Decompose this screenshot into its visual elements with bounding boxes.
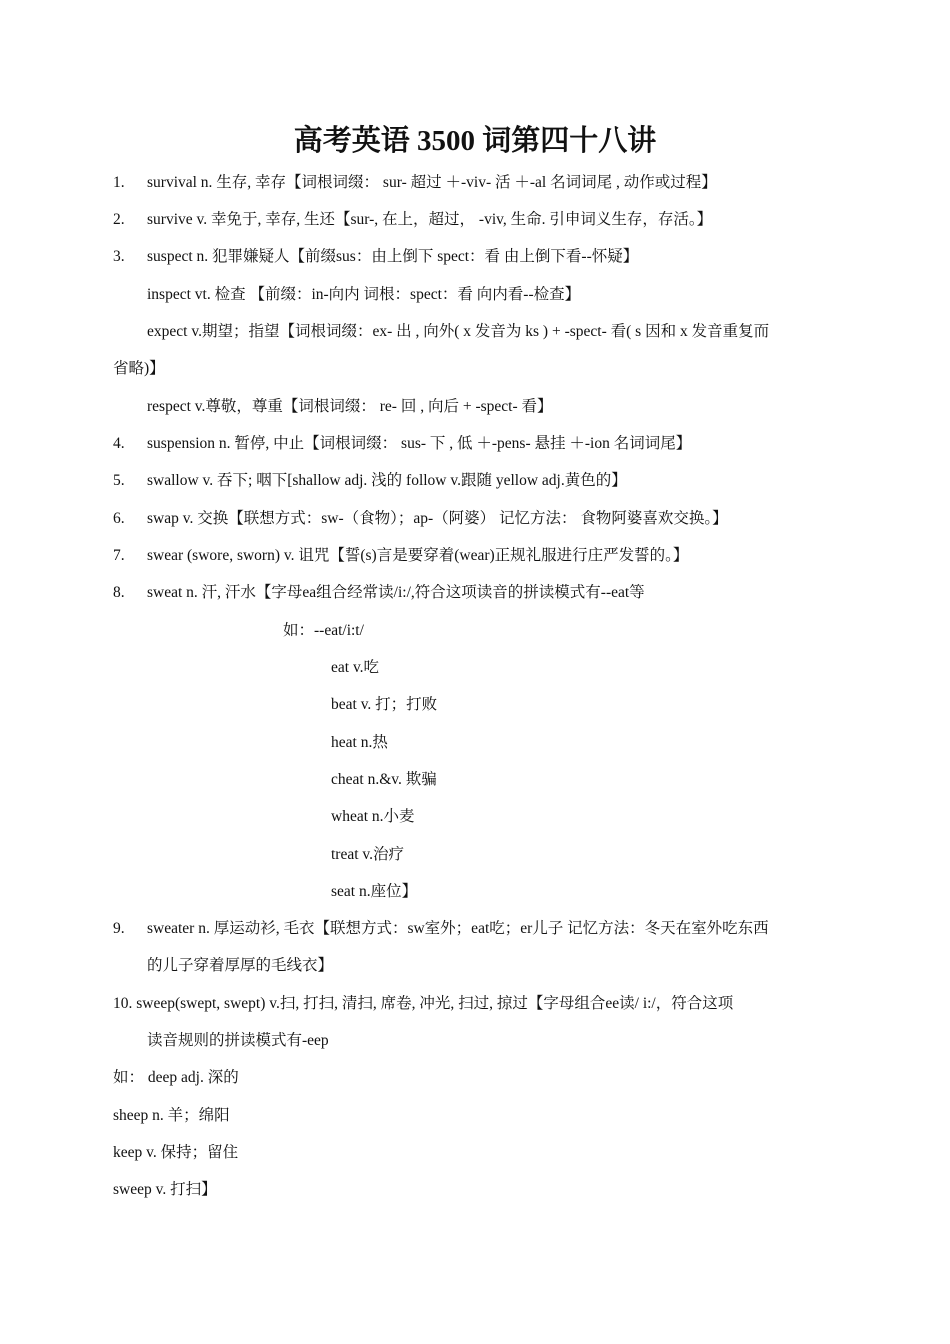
item-text: swap v. 交换【联想方式：sw-（食物）；ap-（阿婆） 记忆方法： 食物阿婆喜欢交换。】: [147, 510, 728, 527]
item-text: eat v.吃: [331, 659, 380, 676]
item-text: 省略)】: [113, 360, 165, 377]
item-text: treat v.治疗: [331, 846, 405, 863]
item-text: sweater n. 厚运动衫, 毛衣【联想方式：sw室外；eat吃；er儿子 记忆方法：冬天在室外吃东西: [147, 920, 769, 937]
item-text: swallow v. 吞下; 咽下[shallow adj. 浅的 follow v.跟随 yellow adj.黄色的】: [147, 472, 627, 489]
item-text: beat v. 打；打败: [331, 696, 438, 713]
item-number: 4.: [113, 435, 125, 452]
item-text: inspect vt. 检查 【前缀：in-向内 词根：spect：看 向内看--检查】: [147, 286, 581, 303]
item-number: 1.: [113, 174, 125, 191]
item-text: respect v.尊敬，尊重【词根词缀： re- 回 , 向后 + -spect- 看】: [147, 398, 553, 415]
item-number: 9.: [113, 920, 125, 937]
item-number: 5.: [113, 472, 125, 489]
item-text: sheep n. 羊；绵阳: [113, 1107, 230, 1124]
item-text: survival n. 生存, 幸存【词根词缀： sur- 超过 ＋-viv- 活 ＋-al 名词词尾 , 动作或过程】: [147, 174, 717, 191]
item-text: heat n.热: [331, 734, 388, 751]
item-text: suspension n. 暂停, 中止【词根词缀： sus- 下 , 低 ＋-pens- 悬挂 ＋-ion 名词词尾】: [147, 435, 692, 452]
item-text: 读音规则的拼读模式有-eep: [147, 1032, 329, 1049]
item-number: 8.: [113, 584, 125, 601]
item-number: 2.: [113, 211, 125, 228]
page-title: 高考英语 3500 词第四十八讲: [293, 125, 657, 157]
item-number: 3.: [113, 248, 125, 265]
item-text: cheat n.&v. 欺骗: [331, 771, 437, 788]
item-text: wheat n.小麦: [331, 808, 415, 825]
item-text: keep v. 保持；留住: [113, 1144, 239, 1161]
item-text: suspect n. 犯罪嫌疑人【前缀sus：由上倒下 spect：看 由上倒下看--怀疑】: [147, 248, 639, 265]
item-text: expect v.期望；指望【词根词缀：ex- 出 , 向外( x 发音为 ks ) + -spect- 看( s 因和 x 发音重复而: [147, 323, 770, 340]
item-text: survive v. 幸免于, 幸存, 生还【sur-, 在上，超过， -viv, 生命. 引申词义生存，存活。】: [147, 211, 713, 228]
item-text: 的儿子穿着厚厚的毛线衣】: [147, 957, 334, 974]
item-text: 如： deep adj. 深的: [113, 1069, 239, 1086]
item-text: swear (swore, sworn) v. 诅咒【誓(s)言是要穿着(wear)正规礼服进行庄严发誓的。】: [147, 547, 689, 564]
item-text: 如：--eat/i:t/: [283, 622, 364, 639]
item-text: 10. sweep(swept, swept) v.扫, 打扫, 清扫, 席卷, 冲光, 扫过, 掠过【字母组合ee读/ i:/，符合这项: [113, 995, 734, 1012]
item-text: sweat n. 汗, 汗水【字母ea组合经常读/i:/,符合这项读音的拼读模式有--eat等: [147, 584, 645, 601]
item-text: seat n.座位】: [331, 883, 418, 900]
item-text: sweep v. 打扫】: [113, 1181, 217, 1198]
item-number: 7.: [113, 547, 125, 564]
item-number: 6.: [113, 510, 125, 527]
